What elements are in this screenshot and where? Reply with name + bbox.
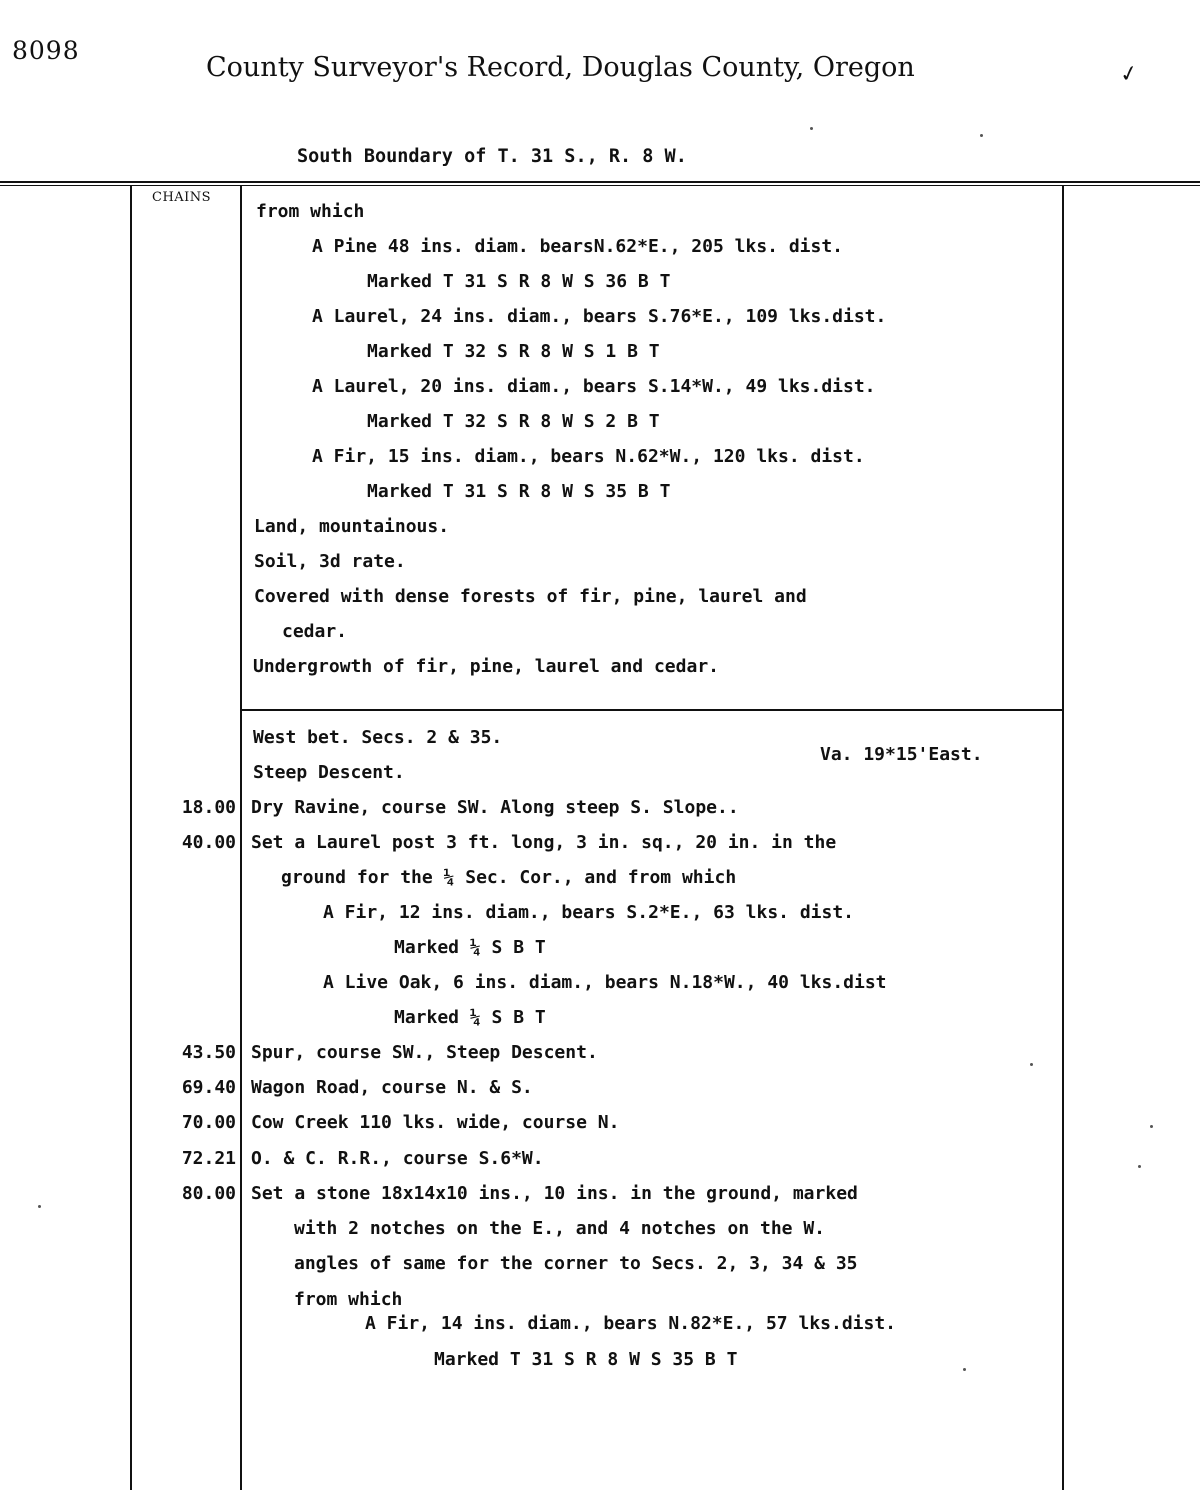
bearing-tree-line: A Laurel, 20 ins. diam., bears S.14*W., 49 lks.dist.: [312, 376, 876, 397]
note-line: Wagon Road, course N. & S.: [251, 1077, 533, 1098]
record-header-title: County Surveyor's Record, Douglas County, Oregon: [206, 52, 915, 83]
page-number: 8098: [12, 36, 80, 65]
marking-line: Marked T 31 S R 8 W S 35 B T: [434, 1349, 738, 1370]
chains-column-rule: [240, 185, 242, 1490]
chain-distance: 18.00: [181, 797, 236, 818]
note-line: Covered with dense forests of fir, pine, laurel and: [254, 586, 807, 607]
note-line: Spur, course SW., Steep Descent.: [251, 1042, 598, 1063]
chain-distance: 80.00: [181, 1183, 236, 1204]
scan-speck: [810, 127, 813, 130]
note-line: Land, mountainous.: [254, 516, 450, 537]
bearing-tree-line: A Fir, 15 ins. diam., bears N.62*W., 120 lks. dist.: [312, 446, 865, 467]
note-line: Undergrowth of fir, pine, laurel and cedar.: [253, 656, 719, 677]
note-line: from which: [294, 1289, 403, 1310]
bearing-tree-line: A Laurel, 24 ins. diam., bears S.76*E., 109 lks.dist.: [312, 306, 887, 327]
marking-line: Marked T 31 S R 8 W S 36 B T: [367, 271, 671, 292]
check-mark: ✓: [1117, 60, 1141, 89]
magnetic-variation: Va. 19*15'East.: [820, 744, 983, 765]
marking-line: Marked ¼ S B T: [394, 937, 546, 958]
note-line: cedar.: [282, 621, 348, 642]
note-line: Soil, 3d rate.: [254, 551, 406, 572]
right-column-rule: [1062, 185, 1064, 1490]
course-heading: West bet. Secs. 2 & 35.: [253, 727, 503, 748]
marking-line: Marked ¼ S B T: [394, 1007, 546, 1028]
scan-speck: [963, 1368, 966, 1371]
note-line: Set a Laurel post 3 ft. long, 3 in. sq., 20 in. in the: [251, 832, 837, 853]
top-rule: [0, 181, 1200, 183]
note-line: Steep Descent.: [253, 762, 405, 783]
marking-line: Marked T 32 S R 8 W S 1 B T: [367, 341, 660, 362]
chain-distance: 69.40: [181, 1077, 236, 1098]
note-line: O. & C. R.R., course S.6*W.: [251, 1148, 544, 1169]
bearing-tree-line: A Fir, 12 ins. diam., bears S.2*E., 63 lks. dist.: [323, 902, 855, 923]
bearing-tree-line: A Fir, 14 ins. diam., bears N.82*E., 57 lks.dist.: [365, 1313, 897, 1334]
chain-distance: 40.00: [181, 832, 236, 853]
section-title: South Boundary of T. 31 S., R. 8 W.: [297, 146, 687, 167]
marking-line: Marked T 31 S R 8 W S 35 B T: [367, 481, 671, 502]
scan-speck: [1030, 1063, 1033, 1066]
note-line: from which: [256, 201, 365, 222]
note-line: angles of same for the corner to Secs. 2, 3, 34 & 35: [294, 1253, 858, 1274]
scan-speck: [1150, 1125, 1153, 1128]
note-line: Dry Ravine, course SW. Along steep S. Slope..: [251, 797, 739, 818]
block-divider: [240, 709, 1064, 711]
scan-speck: [1138, 1165, 1141, 1168]
chain-distance: 70.00: [181, 1112, 236, 1133]
left-column-rule: [130, 185, 132, 1490]
scan-speck: [38, 1205, 41, 1208]
note-line: Cow Creek 110 lks. wide, course N.: [251, 1112, 620, 1133]
note-line: with 2 notches on the E., and 4 notches on the W.: [294, 1218, 826, 1239]
bearing-tree-line: A Pine 48 ins. diam. bearsN.62*E., 205 lks. dist.: [312, 236, 844, 257]
scan-speck: [980, 134, 983, 137]
note-line: Set a stone 18x14x10 ins., 10 ins. in the ground, marked: [251, 1183, 858, 1204]
note-line: ground for the ¼ Sec. Cor., and from which: [281, 867, 737, 888]
marking-line: Marked T 32 S R 8 W S 2 B T: [367, 411, 660, 432]
chain-distance: 72.21: [181, 1148, 236, 1169]
chains-column-header: CHAINS: [152, 190, 212, 205]
chain-distance: 43.50: [181, 1042, 236, 1063]
top-rule-second: [0, 185, 1200, 186]
bearing-tree-line: A Live Oak, 6 ins. diam., bears N.18*W., 40 lks.dist: [323, 972, 887, 993]
